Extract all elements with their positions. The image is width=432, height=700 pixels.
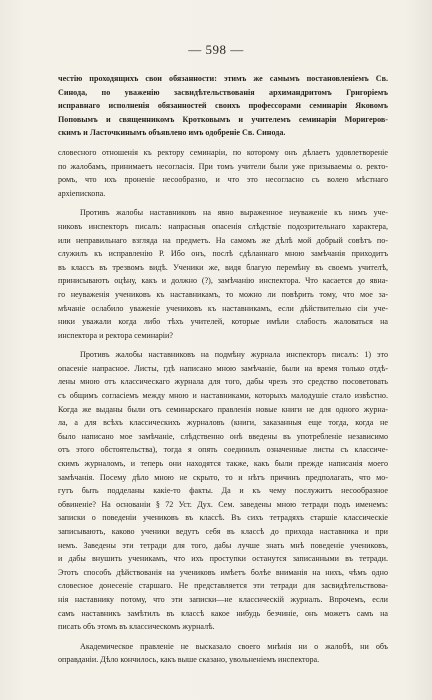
text-line: исправнаго исполненія обязанностей своихъ профессорами семинаріи Яковомъ (58, 101, 388, 111)
text-line: скимъ журналомъ, и теперь они находятся также, какъ были прежде написанія моего (58, 459, 388, 469)
paragraph (58, 146, 388, 200)
text-line: и дабы внушить ученикамъ, что ихъ проступки останутся записанными въ тетради. (58, 554, 388, 564)
text-line: писать объ этомъ въ классическомъ журналѣ. (58, 622, 215, 632)
text-line: архіепископа. (58, 188, 106, 198)
text-line: лены мною отъ классическаго журнала для того, дабы чрезъ это средство посоветовать (58, 377, 388, 387)
paragraph (58, 640, 388, 667)
text-line: Противъ жалобы наставниковъ на явно выраженное неуваженіе къ нимъ уче- (80, 208, 388, 218)
text-line: записываютъ, каково ученики ведутъ себя въ классѣ до прихода наставника и при (58, 527, 388, 536)
text-line: Когда же выданы были отъ семинарскаго правленія новые книги не для одного журна- (58, 404, 388, 414)
text-line: Синода, по уваженію засвидѣтельствованія архимандритомъ Григоріемъ (58, 87, 388, 97)
text-line: честію проходящихъ свои обязанности: этимъ же самымъ постановленіемъ Св. (58, 74, 388, 83)
text-line: опасеніе напрасное. Листы, гдѣ написано мною замѣчаніе, были на время только отдѣ- (58, 363, 388, 373)
text-line: мѣчаніе ослабило уваженіе учениковъ къ наставникамъ, если дѣйствительно сіи учe- (58, 303, 388, 313)
text-line: ромъ, что ихъ проненіе несообразно, и что это несогласно съ волею мѣстнаго (58, 175, 388, 185)
page-number: — 598 — (188, 42, 244, 57)
text-line: обвиненіе? На основаніи § 72 Уст. Дух. Сем. заведены мною тетради подъ именемъ: (58, 499, 388, 509)
text-line: съ общимъ согласіемъ между мною и наставниками, которыхъ малодушіе стало извѣстно. (58, 391, 388, 401)
text-line: замѣчанія. Посему дѣло мною не скрыто, то и нѣтъ причинъ предполагать, что мо- (58, 472, 388, 482)
text-line: словесного отношенія къ ректору семинаріи, по которому онъ дѣлаетъ удовлетвореніе (58, 147, 388, 157)
text-line: было написано мое замѣчаніе, слѣдственно онѣ введены въ употребленіе независимо (58, 431, 388, 441)
text-line: записки о поведеніи учениковъ въ классѣ. Въ сихъ тетрадяхъ старшіе классическіе (58, 513, 388, 523)
text-line: Противъ жалобы наставниковъ на подмѣну журнала инспекторъ писалъ: 1) это (80, 350, 388, 360)
text-line: ники уважали когда либо тѣхъ учителей, которые имѣли слабость жаловаться на (58, 317, 388, 327)
paragraph (58, 206, 388, 342)
text-line: Поповымъ и священникомъ Кротковымъ и учителемъ семинаріи Моригеров- (58, 114, 388, 124)
body-text (58, 72, 388, 667)
text-line: гутъ быть подделаны какіе-то факты. Да и къ чему послужитъ несообразное (58, 486, 388, 496)
text-line: или неправильнаго взгляда на предметъ. На самомъ же дѣлѣ мой добрый совѣтъ по- (58, 235, 388, 245)
text-line: немъ. Заведены эти тетради для того, дабы лучше знать мнѣ поведеніе учениковъ, (58, 540, 388, 550)
text-line: служилъ къ исправленію Р. Ибо онъ, послѣ сдѣланнаго мною замѣчанія приходитъ (58, 249, 388, 259)
text-line: Академическое правленіе не высказало своего мнѣнія ни о жалобѣ, ни объ (80, 641, 388, 651)
text-line: оправданіи. Дѣло кончилось, какъ выше сказано, увольненіемъ инспектора. (58, 655, 320, 665)
text-line: самъ наставникъ замѣтилъ въ классѣ какое нибудь безчиніе, онъ можетъ самъ на (58, 608, 388, 618)
text-line: скимъ и Ласточкинымъ объявлено имъ одобреніе Св. Синода. (58, 128, 286, 138)
text-line: по жалобамъ, принимаетъ несогласія. При томъ учители были уже призываемы о. ректо- (58, 161, 388, 171)
text-line: нія наставнику потому, что эти записки—не классическій журналъ. Впрочемъ, если (58, 594, 388, 604)
text-line: го неуваженія учениковъ къ наставникамъ, то можно ли повѣрить тому, что мое за- (58, 289, 388, 299)
text-line: словесное донесеніе старшаго. Не представляется эти тетради для засвидѣтельствова- (58, 581, 388, 591)
paragraph (58, 348, 388, 633)
text-line: принисываютъ оцѣну, какъ и должно (?), замѣчанію инспектора. Что касается до явна- (58, 276, 388, 286)
text-line: въ классъ въ трезвомъ видѣ. Ученики же, видя благую перемѣну въ своемъ учителѣ, (58, 262, 388, 272)
text-line: инспектора и ректора семинаріи? (58, 330, 173, 340)
bold-paragraph (58, 72, 388, 140)
text-line: ла, а для всѣхъ классическихъ журналовъ (книги, заказанныя еще тогда, когда не (58, 418, 388, 428)
text-line: отъ этого обстоятельства), тогда я опять соединилъ означенные листы съ классиче- (58, 445, 388, 455)
text-line: Этотъ способъ дѣйствованія на учениковъ имѣетъ болѣе вниманія на нихъ, чѣмъ одно (58, 567, 388, 577)
text-line: никовъ инспекторъ писалъ: напрасныя опасенія слѣдствіе подозрительнаго характера, (58, 221, 388, 231)
